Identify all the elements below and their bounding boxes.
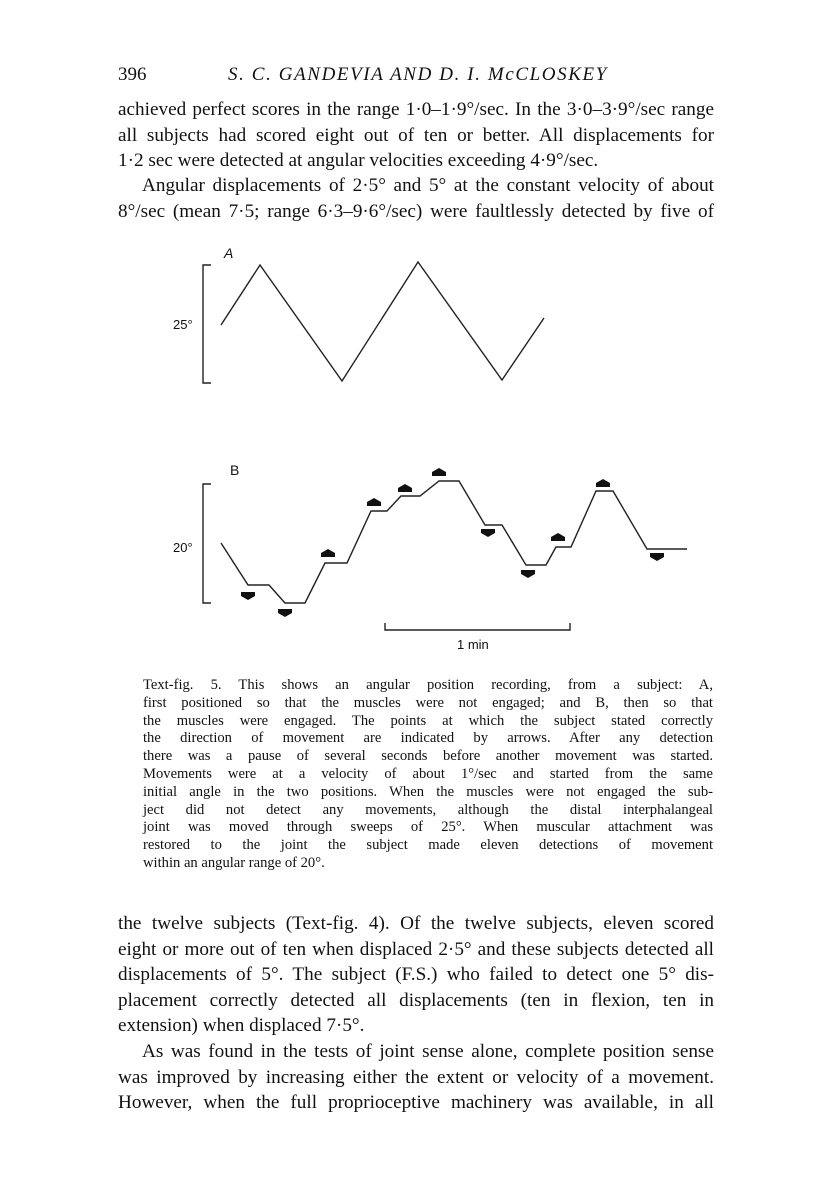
detection-arrow-down: [241, 592, 255, 600]
paragraph-joint-sense: [118, 1039, 714, 1116]
panel-b-scale-label: 20°: [173, 540, 193, 555]
paragraph-twelve-subjects: [118, 911, 714, 1039]
text-line: all subjects had scored eight out of ten or better. All displacements for: [118, 124, 714, 146]
panel-b-scale-bracket: [203, 484, 211, 603]
caption-line: restored to the joint the subject made eleven detections of movement: [143, 837, 713, 854]
detection-arrow-down: [481, 529, 495, 537]
caption-line: initial angle in the two positions. When the muscles were not engaged the sub-: [143, 783, 713, 800]
page-number: 396: [118, 64, 147, 85]
text-line: However, when the full proprioceptive machinery was available, in all: [118, 1092, 714, 1113]
time-scale-bar: [385, 623, 570, 630]
text-line: eight or more out of ten when displaced 2·5° and these subjects detected all: [118, 938, 714, 960]
panel-a-label: A: [224, 245, 234, 261]
caption-line: the direction of movement are indicated by arrows. After any detection: [143, 730, 713, 747]
text-line: the twelve subjects (Text-fig. 4). Of the twelve subjects, eleven scored: [118, 913, 714, 934]
detection-arrow-up: [321, 549, 335, 557]
page-header: [118, 64, 714, 92]
text-line: Angular displacements of 2·5° and 5° at the constant velocity of about: [142, 175, 714, 196]
text-line: achieved perfect scores in the range 1·0–1·9°/sec. In the 3·0–3·9°/sec range: [118, 99, 714, 120]
text-line: 1·2 sec were detected at angular velocities exceeding 4·9°/sec.: [118, 150, 599, 171]
text-line: As was found in the tests of joint sense alone, complete position sense: [142, 1041, 714, 1062]
detection-arrow-up: [596, 479, 610, 487]
detection-arrow-up: [432, 468, 446, 476]
panel-b-trace: [221, 481, 687, 603]
text-line: extension) when displaced 7·5°.: [118, 1015, 365, 1036]
text-line: placement correctly detected all displacements (ten in flexion, ten in: [118, 989, 714, 1011]
detection-arrow-up: [398, 484, 412, 492]
caption-line: first positioned so that the muscles were not engaged; and B, then so that: [143, 694, 713, 711]
caption-line: Movements were at a velocity of about 1°/sec and started from the same: [143, 765, 713, 782]
time-scale-label: 1 min: [457, 637, 489, 652]
text-line: was improved by increasing either the extent or velocity of a movement.: [118, 1066, 714, 1088]
caption-line: joint was moved through sweeps of 25°. When muscular attachment was: [143, 819, 713, 836]
running-head: S. C. GANDEVIA AND D. I. McCLOSKEY: [228, 64, 608, 85]
detection-arrow-down: [521, 570, 535, 578]
panel-a-trace: [221, 262, 544, 381]
paragraph-angular-displacements: [118, 173, 714, 224]
caption-line: there was a pause of several seconds before another movement was started.: [143, 748, 713, 765]
text-line: displacements of 5°. The subject (F.S.) who failed to detect one 5° dis-: [118, 964, 714, 985]
text-line: 8°/sec (mean 7·5; range 6·3–9·6°/sec) were faultlessly detected by five of: [118, 200, 714, 222]
detection-arrow-down: [278, 609, 292, 617]
text-fig-5: [0, 240, 816, 660]
panel-a-scale-label: 25°: [173, 317, 193, 332]
caption-line: Text-fig. 5. This shows an angular position recording, from a subject: A,: [143, 677, 713, 693]
caption-line: within an angular range of 20°.: [143, 854, 325, 871]
detection-arrow-up: [367, 498, 381, 506]
figure-caption: [143, 677, 713, 873]
caption-line: ject did not detect any movements, although the distal interphalangeal: [143, 801, 713, 818]
intro-paragraph: [118, 97, 714, 174]
detection-arrow-up: [551, 533, 565, 541]
panel-a-scale-bracket: [203, 265, 211, 383]
panel-b-label: B: [230, 462, 240, 478]
caption-line: the muscles were engaged. The points at which the subject stated correctly: [143, 712, 713, 729]
detection-arrow-down: [650, 553, 664, 561]
